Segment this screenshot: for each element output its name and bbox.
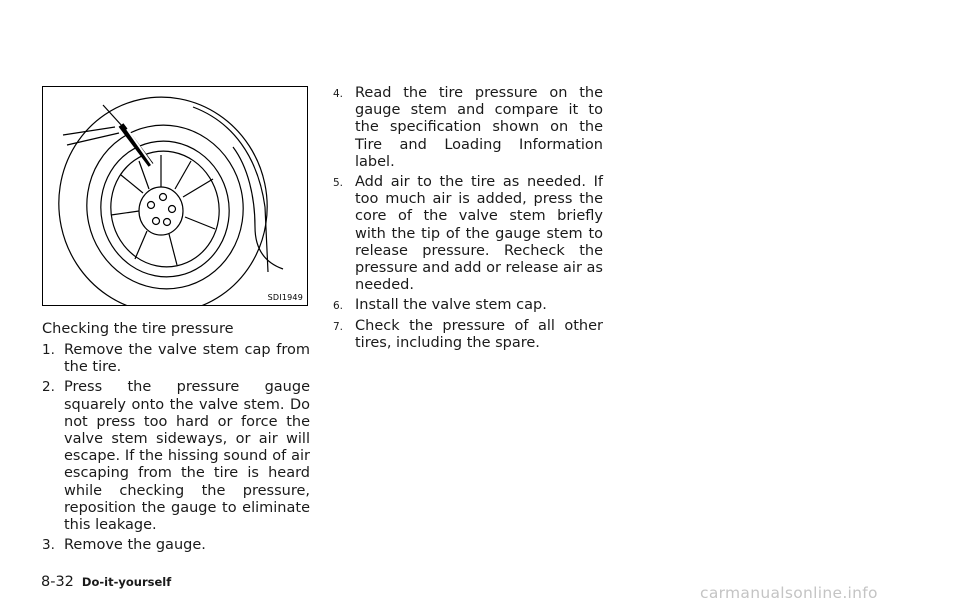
right-column	[333, 85, 603, 355]
left-column	[42, 320, 310, 557]
step-number: 3.	[42, 537, 55, 554]
step-item	[333, 174, 603, 294]
step-item	[333, 318, 603, 352]
step-text: Install the valve stem cap.	[355, 297, 547, 314]
step-text: Read the tire pressure on the gauge stem and compare it to the specification shown on the Tire and Loading Information label.	[355, 85, 603, 170]
step-item	[333, 297, 603, 314]
step-text: Add air to the tire as needed. If too much air is added, press the core of the valve stem briefly with the tip of the gauge stem to release pressure. Recheck the pressure and add or release air as needed.	[355, 174, 603, 294]
step-number: 6.	[333, 300, 344, 313]
step-text: Remove the gauge.	[64, 537, 206, 554]
step-number: 4.	[333, 88, 344, 100]
step-number: 2.	[42, 379, 55, 396]
step-item	[42, 379, 310, 534]
step-text: Press the pressure gauge squarely onto the valve stem. Do not press too hard or force the valve stem sideways, or air will escape. If the hissing sound of air escaping from the tire is heard while checking the pressure, reposition the gauge to eliminate this leakage.	[64, 379, 310, 534]
page-number: 8-32	[41, 574, 74, 590]
step-number: 1.	[42, 342, 55, 358]
step-item	[333, 85, 603, 171]
watermark-text: carmanualsonline.info	[700, 584, 878, 602]
step-number: 5.	[333, 177, 344, 190]
step-number: 7.	[333, 320, 344, 333]
step-text: Check the pressure of all other tires, including the spare.	[355, 317, 603, 351]
figure-code: SDI1949	[267, 293, 303, 302]
page-footer	[41, 571, 171, 590]
step-item	[42, 537, 310, 554]
section-heading: Checking the tire pressure	[42, 321, 234, 337]
step-text: Remove the valve stem cap from the tire.	[64, 342, 310, 376]
step-item	[42, 342, 310, 376]
footer-section-name: Do-it-yourself	[81, 575, 172, 589]
tire-pressure-illustration	[42, 86, 308, 306]
tire-gauge-drawing	[43, 87, 308, 306]
